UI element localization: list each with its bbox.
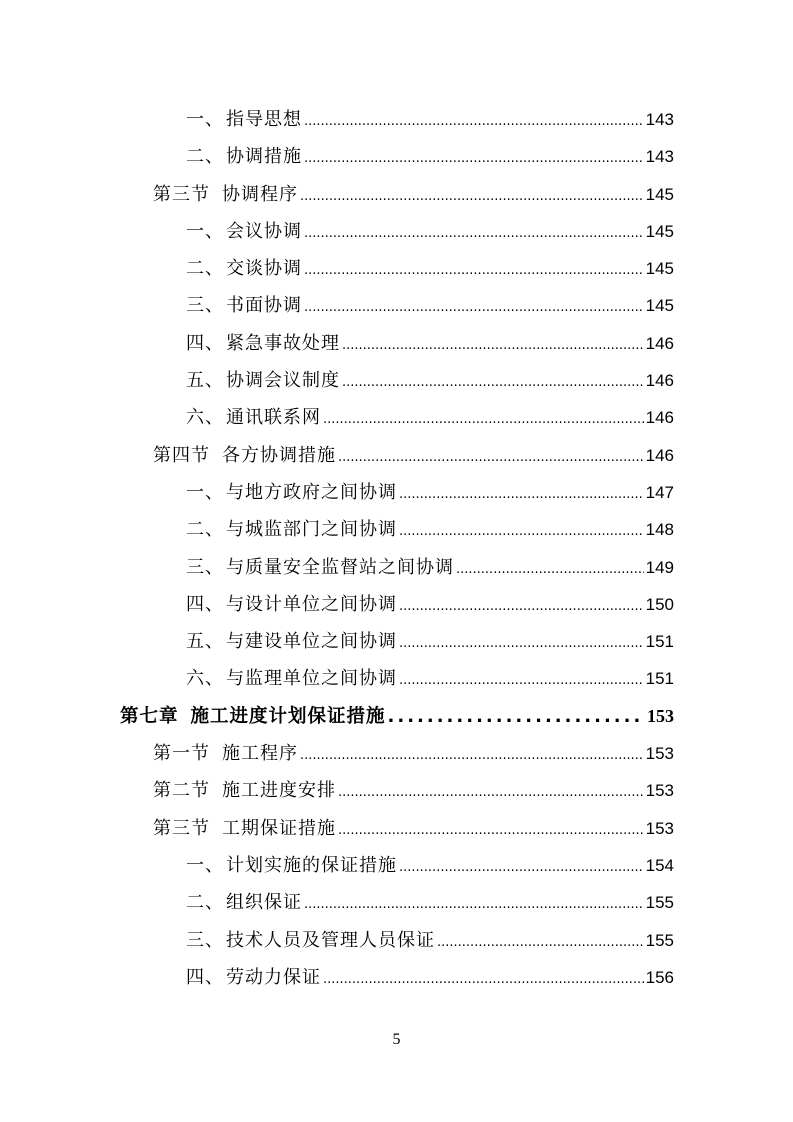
toc-entry-item[interactable] [120,922,674,959]
toc-entry-item[interactable] [120,623,674,660]
toc-entry-page: 154 [645,855,674,875]
toc-entry-page: 146 [645,371,674,391]
toc-entry-number: 四、 [186,332,224,354]
toc-entry-item[interactable] [120,362,674,399]
toc-entry-page: 153 [647,705,674,726]
toc-dot-leader [338,774,644,811]
toc-entry-label [186,138,302,175]
toc-entry-title: 组织保证 [226,892,302,914]
toc-entry-label [153,772,336,809]
toc-entry-number: 四、 [186,966,224,988]
toc-entry-title: 施工程序 [222,743,298,765]
toc-entry-page: 149 [645,557,674,577]
toc-entry-title: 紧急事故处理 [226,332,340,354]
toc-entry-label [120,698,386,735]
toc-entry-label [186,959,321,996]
table-of-contents [120,101,674,996]
toc-dot-leader [300,178,644,215]
toc-entry-title: 协调程序 [222,183,298,205]
toc-entry-number: 第一节 [153,743,210,765]
toc-entry-number: 第七章 [120,705,179,727]
toc-entry-number: 一、 [186,481,224,503]
toc-entry-label [186,399,321,436]
toc-entry-item[interactable] [120,325,674,362]
toc-entry-number: 二、 [186,892,224,914]
toc-entry-page: 145 [645,259,674,279]
toc-entry-item[interactable] [120,213,674,250]
toc-entry-page: 153 [645,818,674,838]
toc-entry-page: 148 [645,520,674,540]
toc-entry-label [153,176,298,213]
toc-entry-item[interactable] [120,399,674,436]
toc-entry-number: 第四节 [153,444,210,466]
toc-entry-page: 153 [645,744,674,764]
toc-entry-title: 书面协调 [226,295,302,317]
toc-entry-page: 151 [645,669,674,689]
toc-entry-title: 与质量安全监督站之间协调 [226,556,454,578]
toc-dot-leader [456,551,644,588]
toc-entry-page: 150 [645,594,674,614]
toc-entry-label [186,213,302,250]
toc-entry-label [186,325,340,362]
toc-dot-leader [304,886,644,923]
toc-entry-label [186,101,302,138]
toc-entry-title: 施工进度计划保证措施 [190,705,386,727]
toc-entry-item[interactable] [120,101,674,138]
toc-entry-title: 施工进度安排 [222,780,336,802]
toc-entry-number: 五、 [186,370,224,392]
toc-entry-label [186,474,397,511]
toc-entry-page: 145 [645,221,674,241]
toc-entry-title: 指导思想 [226,109,302,130]
toc-entry-title: 与地方政府之间协调 [226,481,397,503]
toc-dot-leader [399,625,644,662]
toc-entry-number: 一、 [186,109,224,130]
toc-entry-section[interactable] [120,176,674,213]
toc-entry-page: 156 [645,967,674,987]
toc-dot-leader [323,961,644,998]
toc-entry-number: 第三节 [153,817,210,839]
toc-entry-title: 计划实施的保证措施 [226,854,397,876]
toc-entry-label [186,362,340,399]
toc-entry-number: 四、 [186,593,224,615]
toc-entry-chapter[interactable] [120,698,674,735]
toc-entry-page: 145 [645,184,674,204]
toc-entry-section[interactable] [120,772,674,809]
toc-entry-title: 与监理单位之间协调 [226,668,397,690]
toc-entry-number: 六、 [186,407,224,429]
toc-entry-page: 153 [645,781,674,801]
toc-entry-item[interactable] [120,884,674,921]
toc-entry-number: 二、 [186,146,224,168]
toc-dot-leader [323,401,644,438]
toc-entry-item[interactable] [120,138,674,175]
toc-entry-label [186,660,397,697]
toc-entry-label [186,586,397,623]
toc-entry-number: 三、 [186,929,224,951]
toc-entry-title: 各方协调措施 [222,444,336,466]
toc-entry-label [186,549,454,586]
toc-entry-number: 一、 [186,220,224,242]
toc-entry-number: 第二节 [153,780,210,802]
toc-entry-title: 协调会议制度 [226,370,340,392]
toc-entry-page: 146 [645,333,674,353]
toc-entry-number: 六、 [186,668,224,690]
toc-dot-leader [304,252,644,289]
toc-entry-title: 与设计单位之间协调 [226,593,397,615]
page-number: 5 [392,1031,401,1048]
toc-entry-page: 147 [645,482,674,502]
toc-entry-label [186,623,397,660]
toc-entry-number: 三、 [186,556,224,578]
toc-entry-title: 通讯联系网 [226,407,321,429]
toc-entry-title: 劳动力保证 [226,966,321,988]
toc-dot-leader [399,588,644,625]
toc-dot-leader [342,327,644,364]
toc-entry-label [186,511,397,548]
toc-dot-leader [304,140,644,177]
toc-dot-leader [338,439,644,476]
toc-entry-title: 技术人员及管理人员保证 [226,929,435,951]
toc-entry-number: 三、 [186,295,224,317]
toc-dot-leader [304,215,644,252]
toc-entry-section[interactable] [120,437,674,474]
toc-entry-item[interactable] [120,474,674,511]
toc-entry-title: 与建设单位之间协调 [226,631,397,653]
toc-entry-page: 145 [645,296,674,316]
toc-entry-item[interactable] [120,287,674,324]
toc-entry-title: 与城监部门之间协调 [226,519,397,541]
toc-entry-title: 工期保证措施 [222,817,336,839]
toc-entry-section[interactable] [120,810,674,847]
toc-entry-page: 146 [645,408,674,428]
toc-entry-number: 五、 [186,631,224,653]
toc-entry-label [153,810,336,847]
toc-entry-page: 143 [645,147,674,167]
toc-entry-title: 会议协调 [226,220,302,242]
toc-dot-leader [437,924,644,961]
toc-entry-label [186,847,397,884]
toc-dot-leader [342,364,644,401]
toc-entry-item[interactable] [120,847,674,884]
toc-entry-page: 151 [645,632,674,652]
toc-dot-leader [388,698,645,735]
toc-dot-leader [300,737,644,774]
toc-entry-number: 第三节 [153,183,210,205]
toc-entry-section[interactable] [120,735,674,772]
toc-entry-item[interactable] [120,586,674,623]
toc-dot-leader [399,662,644,699]
toc-dot-leader [338,812,644,849]
toc-dot-leader [399,513,644,550]
toc-entry-title: 协调措施 [226,146,302,168]
toc-entry-item[interactable] [120,959,674,996]
toc-dot-leader [399,849,644,886]
toc-entry-item[interactable] [120,660,674,697]
toc-entry-number: 二、 [186,519,224,541]
toc-entry-label [186,922,435,959]
toc-entry-page: 146 [645,445,674,465]
toc-entry-label [153,437,336,474]
toc-dot-leader [304,289,644,326]
toc-entry-item[interactable] [120,250,674,287]
toc-entry-page: 143 [645,110,674,129]
toc-dot-leader [304,103,644,140]
toc-entry-item[interactable] [120,511,674,548]
toc-entry-number: 一、 [186,854,224,876]
toc-entry-number: 二、 [186,258,224,280]
toc-entry-label [153,735,298,772]
toc-entry-title: 交谈协调 [226,258,302,280]
toc-entry-page: 155 [645,893,674,913]
toc-entry-label [186,250,302,287]
toc-entry-item[interactable] [120,549,674,586]
toc-entry-label [186,287,302,324]
toc-dot-leader [399,476,644,513]
toc-entry-page: 155 [645,930,674,950]
toc-entry-label [186,884,302,921]
